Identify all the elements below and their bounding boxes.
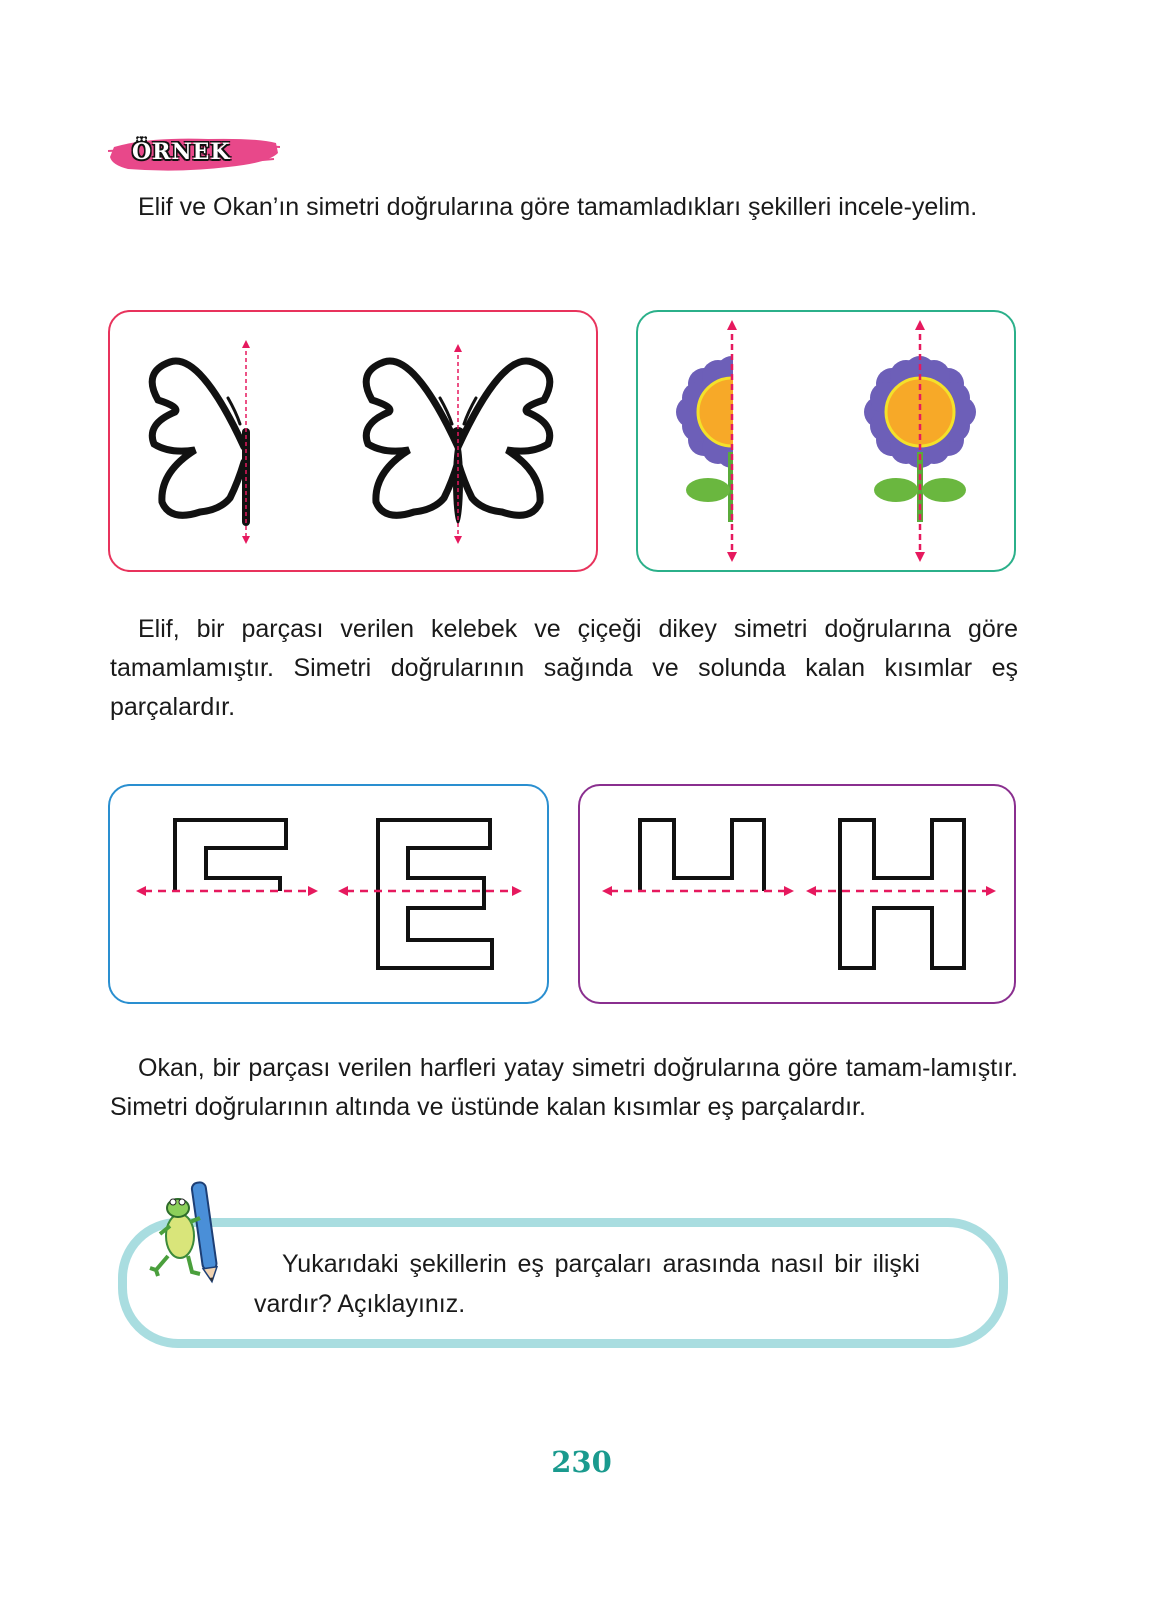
question-text: Yukarıdaki şekillerin eş parçaları arasında nasıl bir ilişki vardır? Açıklayınız. [254, 1250, 920, 1318]
horizontal-symmetry-explanation: Okan, bir parçası verilen harfleri yatay simetri doğrularına göre tamam-lamıştır. Simetri doğrularının altında ve üstünde kalan kısımlar eş parçalardır. [110, 1054, 1018, 1121]
full-h-icon [840, 820, 964, 968]
vertical-symmetry-explanation: Elif, bir parçası verilen kelebek ve çiçeği dikey simetri doğrularına göre tamamlamıştır. Simetri doğrularının sağında ve solunda kalan kısımlar eş parçalardır. [110, 615, 1018, 721]
example-badge-label: ÖRNEK [132, 139, 231, 165]
full-e-icon [378, 820, 492, 968]
butterfly-figure-card [108, 310, 598, 572]
question-box [112, 1210, 1012, 1358]
half-flower-icon [676, 356, 766, 522]
letter-e-figure-card [108, 784, 549, 1004]
letter-h-symmetry-figures [580, 786, 1014, 1002]
frog-pencil-mascot [148, 1178, 228, 1286]
intro-paragraph: Elif ve Okan’ın simetri doğrularına göre tamamladıkları şekilleri incele-yelim. [138, 193, 978, 221]
half-h-icon [640, 820, 764, 891]
flower-symmetry-figures [638, 312, 1014, 570]
letter-e-symmetry-figures [110, 786, 547, 1002]
page-number: 230 [551, 1445, 612, 1479]
frog-with-pencil-icon [148, 1178, 228, 1286]
letter-h-figure-card [578, 784, 1016, 1004]
full-flower-icon [864, 356, 976, 468]
flower-figure-card [636, 310, 1016, 572]
half-e-icon [175, 820, 286, 891]
half-butterfly-icon [152, 361, 246, 522]
butterfly-symmetry-figures [110, 312, 596, 570]
example-badge [108, 133, 280, 175]
